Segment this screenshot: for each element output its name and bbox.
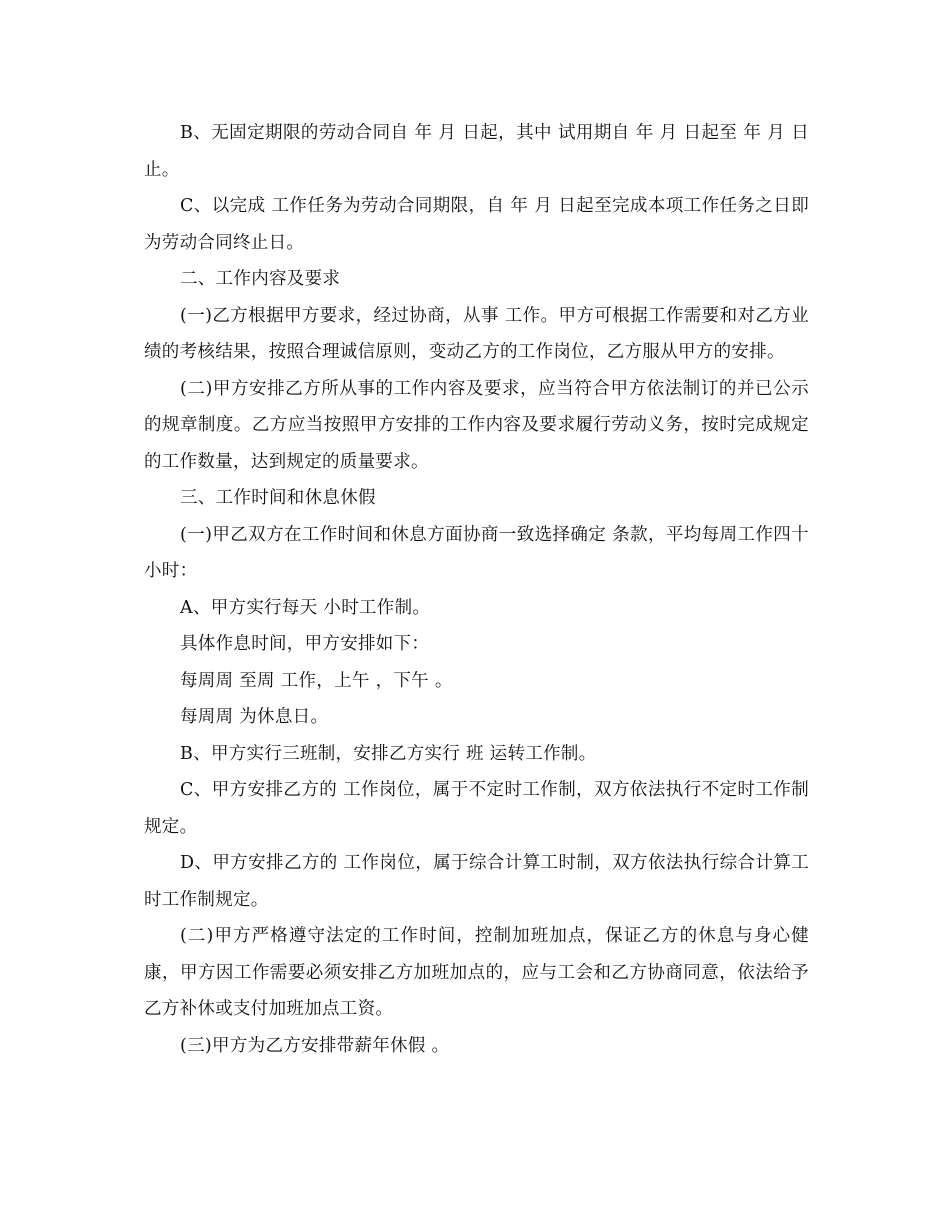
document-body [144, 115, 809, 1064]
paragraph-clause-b-fixed-term: B、无固定期限的劳动合同自 年 月 日起，其中 试用期自 年 月 日起至 年 月 日止。 [144, 123, 809, 180]
paragraph-option-d: D、甲方安排乙方的 工作岗位，属于综合计算工时制，双方依法执行综合计算工时工作制规定。 [144, 853, 809, 910]
section-heading-work-content: 二、工作内容及要求 [180, 269, 341, 289]
paragraph-overtime: (二)甲方严格遵守法定的工作时间，控制加班加点，保证乙方的休息与身心健康，甲方因工作需要必须安排乙方加班加点的，应与工会和乙方协商同意，依法给予乙方补休或支付加班加点工资。 [144, 926, 809, 1019]
paragraph-work-content-2: (二)甲方安排乙方所从事的工作内容及要求，应当符合甲方依法制订的并已公示的规章制度。乙方应当按照甲方安排的工作内容及要求履行劳动义务，按时完成规定的工作数量，达到规定的质量要求。 [144, 378, 809, 472]
paragraph-work-hours-1: (一)甲乙双方在工作时间和休息方面协商一致选择确定 条款，平均每周工作四十小时： [144, 524, 809, 581]
paragraph-option-c: C、甲方安排乙方的 工作岗位，属于不定时工作制，双方依法执行不定时工作制规定。 [144, 780, 809, 837]
paragraph-schedule-rest-day: 每周周 为休息日。 [180, 707, 329, 727]
paragraph-annual-leave: (三)甲方为乙方安排带薪年休假 。 [180, 1035, 450, 1056]
paragraph-option-b: B、甲方实行三班制，安排乙方实行 班 运转工作制。 [180, 743, 597, 764]
paragraph-work-content-1: (一)乙方根据甲方要求，经过协商，从事 工作。甲方可根据工作需要和对乙方业绩的考核结果，按照合理诚信原则，变动乙方的工作岗位，乙方服从甲方的安排。 [144, 305, 809, 362]
paragraph-clause-c-task-term: C、以完成 工作任务为劳动合同期限，自 年 月 日起至完成本项工作任务之日即为劳动合同终止日。 [144, 196, 809, 253]
section-heading-work-hours: 三、工作时间和休息休假 [180, 488, 376, 508]
paragraph-schedule-intro: 具体作息时间，甲方安排如下： [180, 634, 430, 654]
paragraph-option-a: A、甲方实行每天 小时工作制。 [180, 597, 431, 618]
paragraph-schedule-weekdays: 每周周 至周 工作，上午 ，下午 。 [180, 670, 453, 691]
